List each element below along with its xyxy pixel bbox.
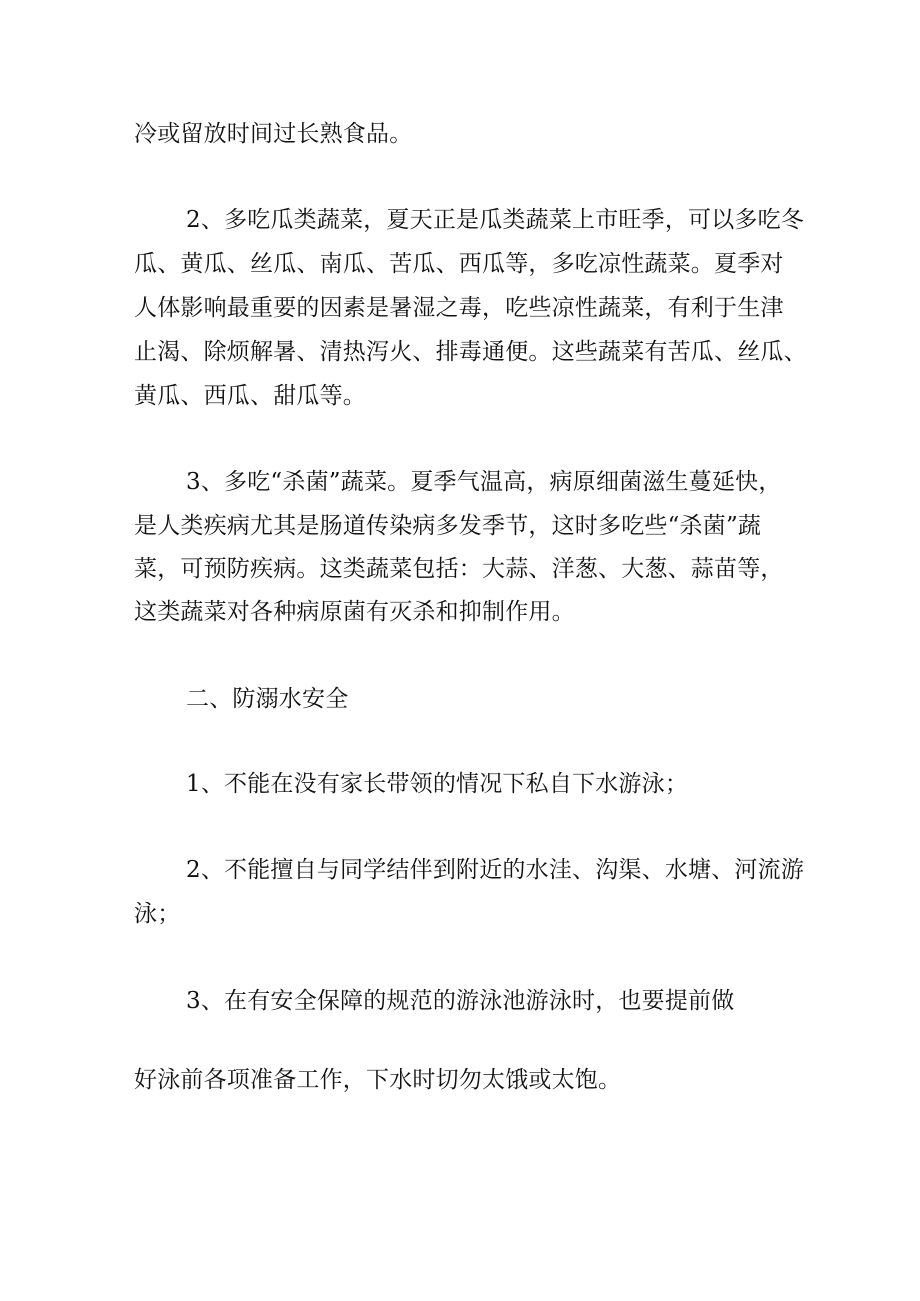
section-heading: 二、防溺水安全 bbox=[186, 686, 349, 712]
paragraph-3-line-4: 这类蔬菜对各种病原菌有灭杀和抑制作用。 bbox=[134, 599, 575, 625]
paragraph-2-line-2: 瓜、黄瓜、丝瓜、南瓜、苦瓜、西瓜等，多吃凉性蔬菜。夏季对 bbox=[134, 251, 784, 277]
paragraph-4-line-1: 1、不能在没有家长带领的情况下私自下水游泳； bbox=[186, 771, 689, 797]
paragraph-6-line-1: 3、在有安全保障的规范的游泳池游泳时，也要提前做 bbox=[186, 988, 735, 1014]
paragraph-2-line-5: 黄瓜、西瓜、甜瓜等。 bbox=[134, 383, 366, 409]
paragraph-3-line-1: 3、多吃“杀菌”蔬菜。夏季气温高，病原细菌滋生蔓延快， bbox=[186, 469, 782, 495]
paragraph-2-line-1: 2、多吃瓜类蔬菜，夏天正是瓜类蔬菜上市旺季，可以多吃冬 bbox=[186, 207, 805, 233]
paragraph-1-line-1: 冷或留放时间过长熟食品。 bbox=[134, 121, 413, 147]
paragraph-3-line-2: 是人类疾病尤其是肠道传染病多发季节，这时多吃些“杀菌”蔬 bbox=[134, 513, 762, 539]
paragraph-2-line-3: 人体影响最重要的因素是暑湿之毒，吃些凉性蔬菜，有利于生津 bbox=[134, 295, 784, 321]
paragraph-3-line-3: 菜，可预防疾病。这类蔬菜包括：大蒜、洋葱、大葱、蒜苗等， bbox=[134, 556, 784, 582]
paragraph-7-line-1: 好泳前各项准备工作，下水时切勿太饿或太饱。 bbox=[134, 1067, 622, 1093]
paragraph-2-line-4: 止渴、除烦解暑、清热泻火、排毒通便。这些蔬菜有苦瓜、丝瓜、 bbox=[134, 339, 807, 365]
paragraph-5-line-2: 泳； bbox=[134, 901, 181, 927]
paragraph-5-line-1: 2、不能擅自与同学结伴到附近的水洼、沟渠、水塘、河流游 bbox=[186, 857, 805, 883]
